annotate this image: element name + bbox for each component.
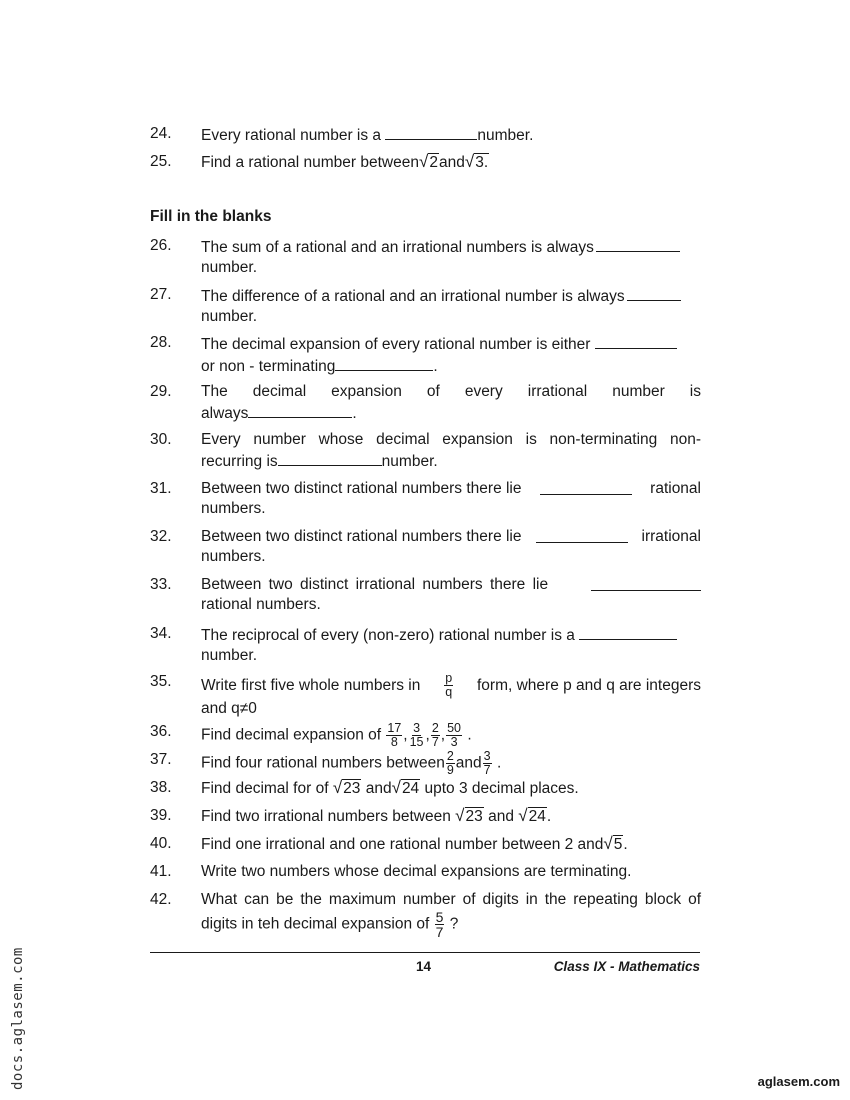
question-text: Find one irrational and one rational number between 2 and [201, 836, 604, 853]
question-number: 27. [150, 286, 172, 303]
fraction: $\frac{3}{15}$ [409, 721, 424, 749]
question-text: The sum of a rational and an irrational numbers is always [201, 239, 594, 256]
sqrt-expression: √24 [391, 778, 420, 797]
question-number: 36. [150, 723, 172, 740]
sqrt-expression: √5 [603, 834, 623, 853]
question-number: 33. [150, 576, 172, 593]
page-number: 14 [416, 959, 432, 974]
question-number: 39. [150, 807, 172, 824]
answer-blank[interactable] [596, 236, 680, 252]
fraction: $\frac{2}{9}$ [446, 749, 454, 777]
question-number: 42. [150, 891, 172, 908]
question-text: The difference of a rational and an irrational number is always [201, 288, 625, 305]
question-text: Find a rational number between [201, 154, 419, 171]
question-number: 30. [150, 431, 172, 448]
question-text: Find decimal for of [201, 780, 329, 797]
question-text: The reciprocal of every (non-zero) rational number is a [201, 627, 575, 644]
sqrt-expression: √3. [464, 152, 489, 171]
sqrt-expression: √23 [455, 806, 483, 825]
question-number: 37. [150, 751, 172, 768]
fraction: $\frac{17}{8}$ [387, 721, 402, 749]
answer-blank[interactable] [595, 333, 677, 349]
fraction: $\frac{2}{7}$ [431, 721, 439, 749]
question-number: 38. [150, 779, 172, 796]
question-text: Every number whose decimal expansion is non-terminating non- [201, 431, 701, 448]
answer-blank[interactable] [385, 124, 477, 140]
question-number: 25. [150, 153, 172, 170]
question-number: 34. [150, 625, 172, 642]
footer-title: Class IX - Mathematics [553, 959, 700, 974]
question-text: What can be the maximum number of digits in the repeating block of [201, 891, 701, 908]
question-text: Find decimal expansion of [201, 726, 382, 744]
question-text: Between two distinct rational numbers there lie [201, 480, 522, 497]
question-text: Write first five whole numbers in [201, 676, 421, 694]
answer-blank[interactable] [540, 479, 632, 495]
question-text: Find four rational numbers between [201, 754, 445, 772]
question-text: Find two irrational numbers between [201, 808, 451, 825]
question-number: 32. [150, 528, 172, 545]
answer-blank[interactable] [627, 285, 681, 301]
question-number: 41. [150, 863, 172, 880]
sqrt-expression: √2 [419, 152, 438, 171]
answer-blank[interactable] [536, 527, 628, 543]
answer-blank[interactable] [278, 450, 382, 466]
fraction: $\frac{p}{q}$ [445, 671, 453, 699]
question-number: 40. [150, 835, 172, 852]
question-text: Between two distinct irrational numbers there lie [201, 576, 549, 593]
answer-blank[interactable] [579, 624, 677, 640]
section-heading: Fill in the blanks [150, 208, 272, 225]
question-text: Between two distinct rational numbers there lie [201, 528, 522, 545]
question-text: Every rational number is a [201, 127, 382, 144]
sqrt-expression: √24 [518, 806, 546, 825]
question-text: Write two numbers whose decimal expansions are terminating. [201, 863, 632, 880]
answer-blank[interactable] [248, 402, 352, 418]
question-number: 26. [150, 237, 172, 254]
question-text: The decimal expansion of every irrational number is [201, 383, 701, 400]
question-number: 28. [150, 334, 172, 351]
question-text: The decimal expansion of every rational number is either [201, 336, 591, 353]
answer-blank[interactable] [591, 575, 701, 591]
fraction: $\frac{3}{7}$ [483, 749, 491, 777]
fraction: $\frac{5}{7}$ [435, 909, 444, 940]
question-number: 24. [150, 125, 172, 142]
answer-blank[interactable] [335, 355, 433, 371]
brand-label: aglasem.com [757, 1074, 840, 1089]
watermark: docs.aglasem.com [10, 947, 26, 1090]
fraction: $\frac{50}{3}$ [447, 721, 461, 749]
question-number: 35. [150, 673, 172, 690]
question-number: 29. [150, 383, 172, 400]
question-number: 31. [150, 480, 172, 497]
sqrt-expression: √23 [332, 778, 361, 797]
footer-divider [150, 952, 700, 953]
